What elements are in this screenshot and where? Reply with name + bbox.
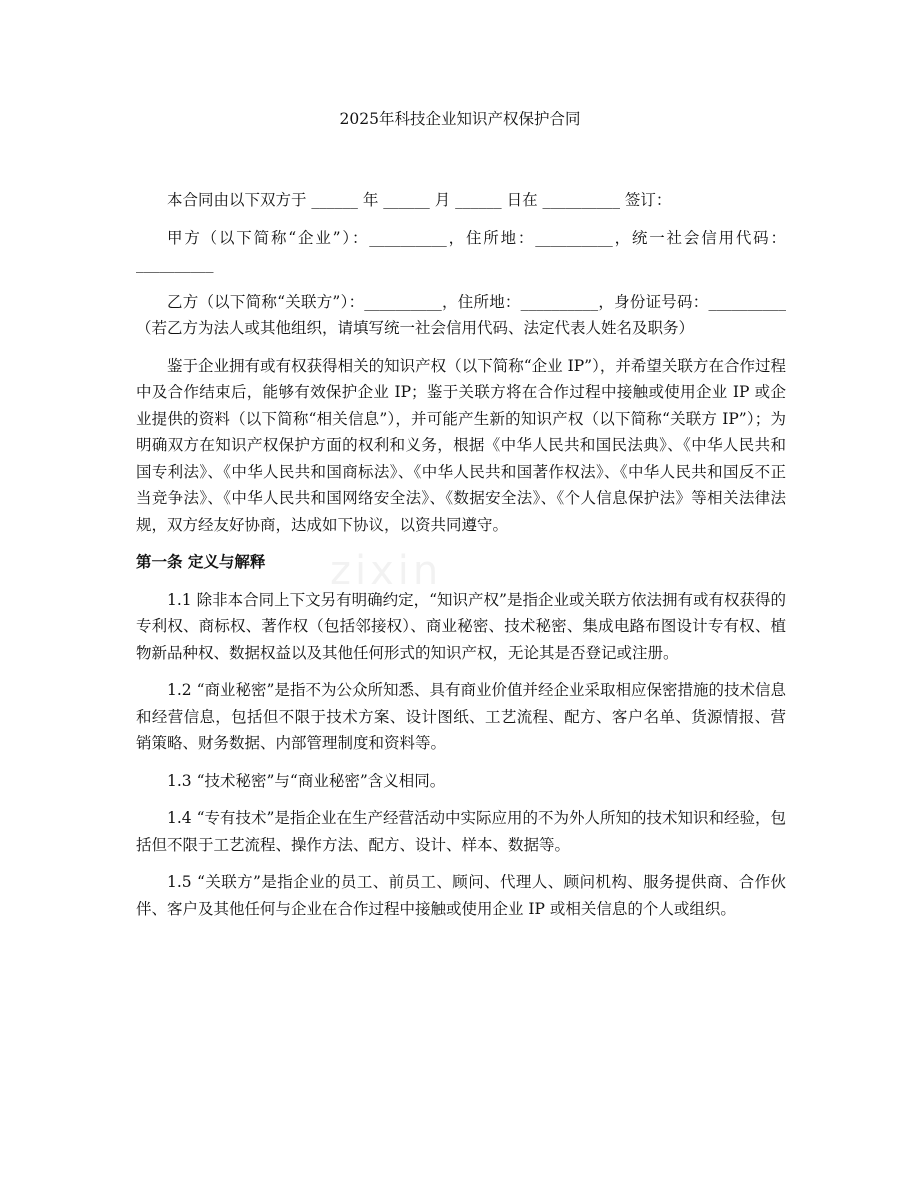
- clause-1-1: 1.1 除非本合同上下文另有明确约定，“知识产权”是指企业或关联方依法拥有或有权获得的专利权、商标权、著作权（包括邻接权）、商业秘密、技术秘密、集成电路布图设计专有权、植物新品种权、数据权益以及其他任何形式的知识产权，无论其是否登记或注册。: [136, 590, 786, 662]
- document-body: [136, 187, 786, 933]
- section-heading: 第一条 定义与解释: [136, 553, 266, 571]
- party-b-paragraph: 乙方（以下简称“关联方”）：__________，住所地：__________，身份证号码：__________（若乙方为法人或其他组织，请填写统一社会信用代码、法定代表人姓名及职务）: [136, 292, 786, 337]
- party-a-paragraph: 甲方（以下简称“企业”）：__________，住所地：__________，统一社会信用代码：__________: [136, 228, 786, 273]
- document-title: 2025年科技企业知识产权保护合同: [339, 110, 581, 128]
- intro-paragraph: 本合同由以下双方于 ______ 年 ______ 月 ______ 日在 __________ 签订：: [167, 191, 672, 209]
- clause-1-3: 1.3 “技术秘密”与“商业秘密”含义相同。: [167, 771, 446, 790]
- clause-1-5: 1.5 “关联方”是指企业的员工、前员工、顾问、代理人、顾问机构、服务提供商、合作伙伴、客户及其他任何与企业在合作过程中接触或使用企业 IP 或相关信息的个人或组织。: [136, 873, 786, 918]
- recitals-paragraph: 鉴于企业拥有或有权获得相关的知识产权（以下简称“企业 IP”），并希望关联方在合作过程中及合作结束后，能够有效保护企业 IP；鉴于关联方将在合作过程中接触或使用企业 IP 或企业提供的资料（以下简称“相关信息”），并可能产生新的知识产权（以下简称“关联方 IP”）；为明确双方在知识产权保护方面的权利和义务，根据《中华人民共和国民法典》、《中华人民共和国专利法》、《中华人民共和国商标法》、《中华人民共和国著作权法》、《中华人民共和国反不正当竞争法》、《中华人民共和国网络安全法》、《数据安全法》、《个人信息保护法》等相关法律法规，双方经友好协商，达成如下协议，以资共同遵守。: [136, 356, 786, 534]
- clause-1-4: 1.4 “专有技术”是指企业在生产经营活动中实际应用的不为外人所知的技术知识和经验，包括但不限于工艺流程、操作方法、配方、设计、样本、数据等。: [136, 809, 786, 854]
- clause-1-2: 1.2 “商业秘密”是指不为公众所知悉、具有商业价值并经企业采取相应保密措施的技术信息和经营信息，包括但不限于技术方案、设计图纸、工艺流程、配方、客户名单、货源情报、营销策略、财务数据、内部管理制度和资料等。: [136, 681, 786, 752]
- watermark: zixin: [330, 548, 443, 594]
